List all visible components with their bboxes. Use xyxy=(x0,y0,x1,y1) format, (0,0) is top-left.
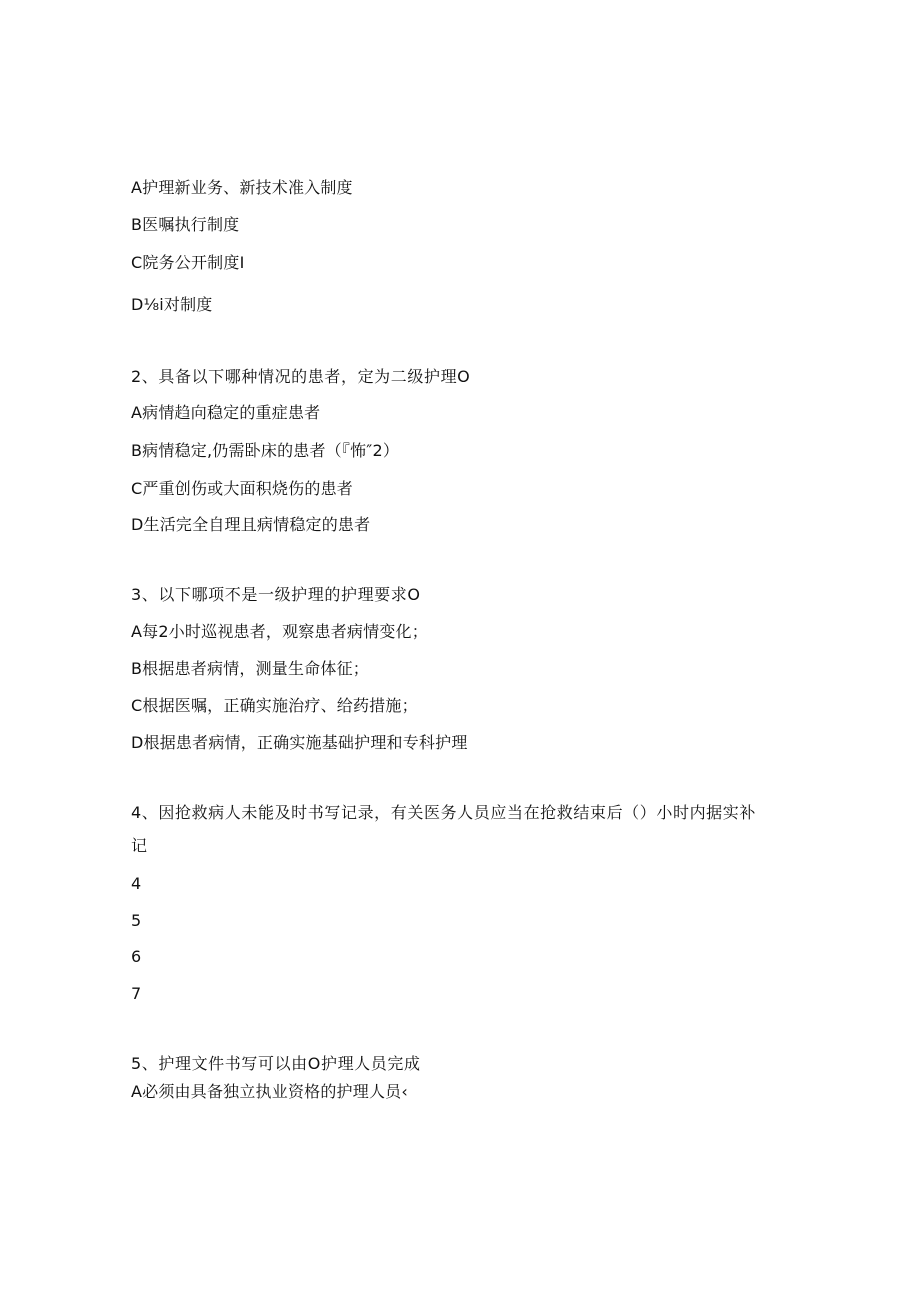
q4-option-2: 5 xyxy=(131,911,142,930)
q3-option-c: C根据医嘱，正确实施治疗、给药措施； xyxy=(131,696,418,715)
q4-question-line1: 4、因抢救病人未能及时书写记录，有关医务人员应当在抢救结束后（）小时内据实补 xyxy=(131,803,756,822)
q4-option-3: 6 xyxy=(131,947,142,966)
q2-question: 2、具备以下哪种情况的患者，定为二级护理O xyxy=(131,367,471,386)
q3-option-b: B根据患者病情，测量生命体征； xyxy=(131,659,369,678)
q1-option-a: A护理新业务、新技术准入制度 xyxy=(131,178,353,197)
q1-option-d: D⅛i对制度 xyxy=(131,295,213,314)
q2-option-c: C严重创伤或大面积烧伤的患者 xyxy=(131,479,353,498)
q3-option-a: A每2小时巡视患者，观察患者病情变化； xyxy=(131,622,428,641)
q3-option-d: D根据患者病情，正确实施基础护理和专科护理 xyxy=(131,733,468,752)
q5-question: 5、护理文件书写可以由O护理人员完成 xyxy=(131,1054,421,1073)
q2-option-b: B病情稳定,仍需卧床的患者（『怖″2） xyxy=(131,441,400,460)
q3-question: 3、以下哪项不是一级护理的护理要求O xyxy=(131,585,421,604)
q2-option-d: D生活完全自理且病情稳定的患者 xyxy=(131,515,371,534)
q1-option-b: B医嘱执行制度 xyxy=(131,215,240,234)
q1-option-c: C院务公开制度I xyxy=(131,253,245,272)
q2-option-a: A病情趋向稳定的重症患者 xyxy=(131,403,321,422)
q4-question-line2: 记 xyxy=(131,836,148,855)
q4-option-4: 7 xyxy=(131,984,142,1003)
q5-option-a: A必须由具备独立执业资格的护理人员‹ xyxy=(131,1082,408,1101)
q4-option-1: 4 xyxy=(131,874,142,893)
